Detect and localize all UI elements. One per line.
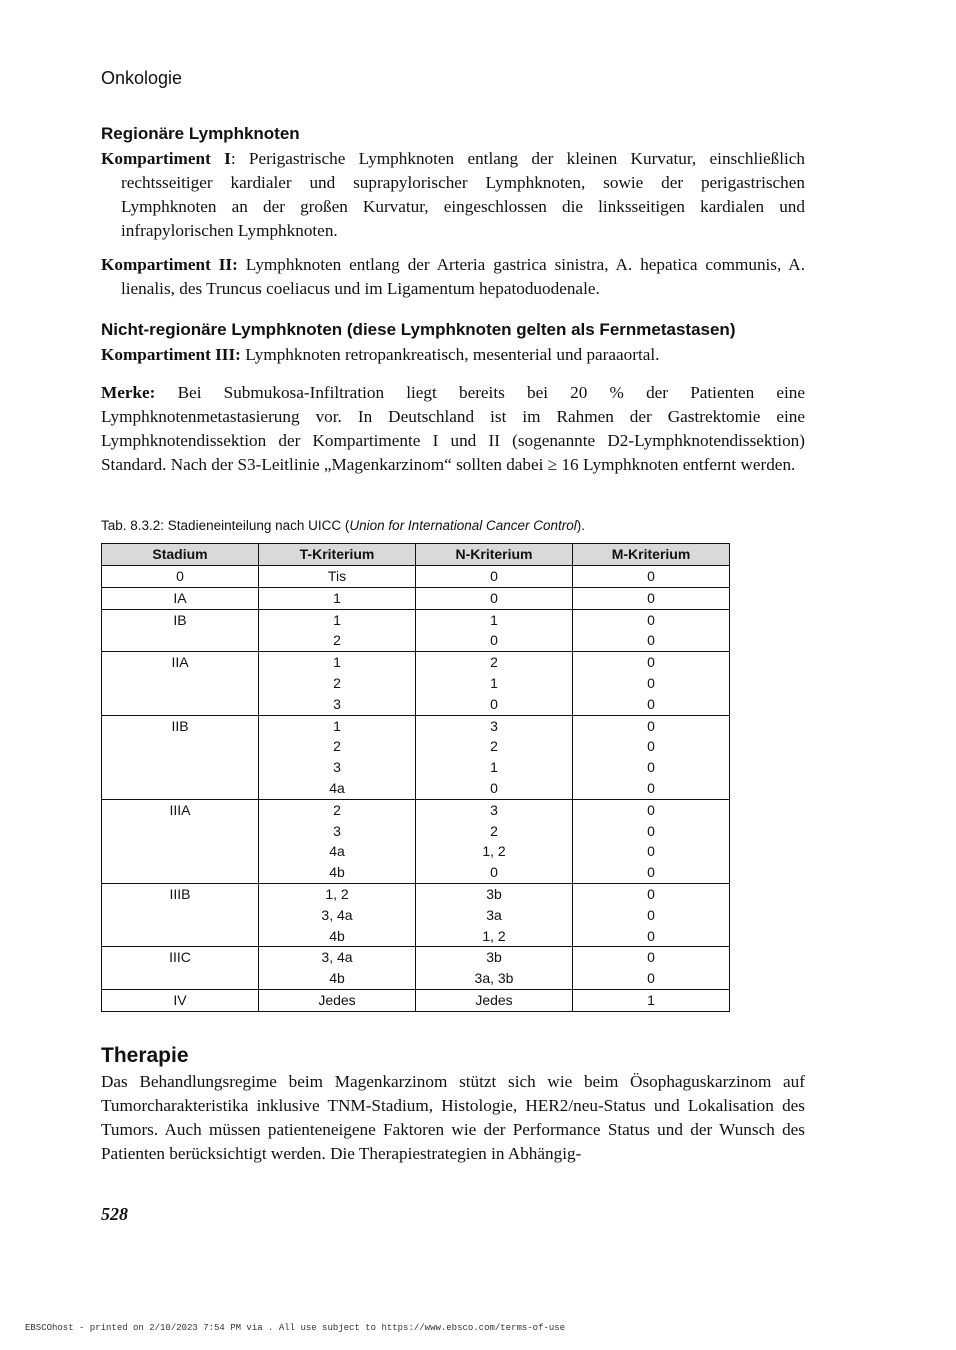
cell-n-kriterium — [416, 715, 573, 799]
cell-m-kriterium — [573, 989, 730, 1011]
cell-m-kriterium — [573, 609, 730, 652]
header-m: M-Kriterium — [573, 544, 730, 566]
criterion-value: Jedes — [475, 991, 513, 1008]
therapie-heading: Therapie — [101, 1044, 189, 1067]
stage-value: IV — [173, 991, 187, 1008]
cell-m-kriterium — [573, 566, 730, 588]
cell-t-kriterium — [259, 989, 416, 1011]
cell-stadium — [102, 883, 259, 946]
criterion-value: 2 — [333, 632, 341, 649]
cell-n-kriterium — [416, 587, 573, 609]
page-number: 528 — [101, 1204, 128, 1224]
criterion-value: 1 — [333, 611, 341, 628]
criterion-value: 2 — [333, 801, 341, 818]
criterion-value: 1 — [490, 611, 498, 628]
cell-stadium — [102, 989, 259, 1011]
criterion-value: 0 — [647, 738, 655, 755]
kompartiment-1-lead: Kompartiment I — [101, 149, 231, 168]
cell-m-kriterium — [573, 652, 730, 715]
kompartiment-2-lead: Kompartiment II: — [101, 255, 238, 274]
cell-m-kriterium — [573, 947, 730, 990]
stage-value: IIB — [171, 717, 189, 734]
caption-prefix: Tab. 8.3.2: Stadieneinteilung nach UICC ( — [101, 518, 350, 533]
kompartiment-3-text: Lymphknoten retropankreatisch, mesenterial und paraaortal. — [240, 345, 660, 364]
cell-stadium — [102, 587, 259, 609]
cell-stadium — [102, 566, 259, 588]
criterion-value: 4b — [329, 970, 345, 987]
cell-t-kriterium — [259, 652, 416, 715]
criterion-value: 0 — [647, 568, 655, 584]
therapie-paragraph: Das Behandlungsregime beim Magenkarzinom stützt sich wie beim Ösophaguskarzinom auf Tumorcharakteristika inklusive TNM-Stadium, Histologie, HER2/neu-Status und Lokalisation des Tumors. Auch müssen patienteneigene Faktoren wie der Performance Status und der Wunsch des Patienten berücksichtigt werden. Die Therapiestrategien in Abhängig- — [101, 1072, 805, 1163]
table-header-row — [102, 544, 730, 566]
kompartiment-1-text: : Perigastrische Lymphknoten entlang der kleinen Kurvatur, einschließlich rechtsseitiger kardialer und suprapylorischer Lymphknoten, sowie der perigastrischen Lymphknoten an der großen Kurvatur, eingeschlossen die linksseitigen kardialen und infrapylorischen Lymphknoten. — [121, 149, 805, 240]
cell-stadium — [102, 799, 259, 883]
stage-value: IIIC — [169, 949, 191, 966]
kompartiment-2-text: Lymphknoten entlang der Arteria gastrica sinistra, A. hepatica communis, A. lienalis, des Truncus coeliacus und im Ligamentum hepatoduodenale. — [121, 255, 805, 298]
cell-t-kriterium — [259, 883, 416, 946]
criterion-value: 3 — [333, 822, 341, 839]
criterion-value: 0 — [647, 759, 655, 776]
cell-n-kriterium — [416, 652, 573, 715]
criterion-value: 3a, 3b — [474, 970, 514, 987]
cell-stadium — [102, 715, 259, 799]
stage-value: IIIB — [169, 885, 191, 902]
header-stadium: Stadium — [102, 544, 259, 566]
kompartiment-3-paragraph — [101, 343, 805, 367]
criterion-value: 3b — [486, 885, 502, 902]
table-wrapper — [101, 543, 730, 1012]
kompartiment-2-paragraph — [101, 253, 805, 301]
caption-suffix: ). — [576, 518, 586, 533]
cell-t-kriterium — [259, 715, 416, 799]
criterion-value: 3 — [490, 801, 498, 818]
stage-value: IIIA — [169, 801, 191, 818]
table-row — [102, 609, 730, 652]
criterion-value: 0 — [647, 589, 655, 606]
criterion-value: 0 — [647, 822, 655, 839]
cell-m-kriterium — [573, 587, 730, 609]
cell-n-kriterium — [416, 609, 573, 652]
kompartiment-1-paragraph — [101, 147, 805, 243]
criterion-value: 0 — [647, 611, 655, 628]
regional-heading: Regionäre Lymphknoten — [101, 124, 300, 143]
criterion-value: 0 — [490, 632, 498, 649]
table-row — [102, 715, 730, 799]
ebsco-footer: EBSCOhost - printed on 2/10/2023 7:54 PM via . All use subject to https://www.ebsco.com/terms-of-use — [25, 1323, 566, 1333]
criterion-value: 4a — [329, 779, 345, 796]
running-head: Onkologie — [101, 68, 183, 88]
criterion-value: 0 — [490, 864, 498, 881]
criterion-value: 4a — [329, 843, 345, 860]
caption-italic: Union for International Cancer Control — [349, 518, 577, 533]
stage-value: IIA — [171, 654, 189, 671]
criterion-value: 0 — [647, 717, 655, 734]
table-row — [102, 652, 730, 715]
cell-t-kriterium — [259, 947, 416, 990]
cell-m-kriterium — [573, 883, 730, 946]
table-caption — [101, 518, 585, 533]
criterion-value: 1, 2 — [482, 843, 506, 860]
stage-value: 0 — [176, 568, 184, 584]
criterion-value: 3 — [333, 695, 341, 712]
criterion-value: 1 — [333, 654, 341, 671]
uicc-stage-table — [101, 543, 730, 1012]
criterion-value: 3 — [490, 717, 498, 734]
criterion-value: 3, 4a — [321, 949, 353, 966]
criterion-value: 0 — [490, 589, 498, 606]
criterion-value: 0 — [490, 779, 498, 796]
cell-n-kriterium — [416, 989, 573, 1011]
criterion-value: 2 — [333, 738, 341, 755]
criterion-value: 0 — [490, 695, 498, 712]
criterion-value: 0 — [647, 949, 655, 966]
criterion-value: 1 — [333, 717, 341, 734]
cell-t-kriterium — [259, 587, 416, 609]
cell-n-kriterium — [416, 799, 573, 883]
criterion-value: 2 — [490, 654, 498, 671]
criterion-value: 1 — [490, 674, 498, 691]
criterion-value: 2 — [490, 822, 498, 839]
therapie-section — [101, 1044, 805, 1166]
criterion-value: 0 — [647, 632, 655, 649]
criterion-value: Jedes — [318, 991, 356, 1008]
criterion-value: 0 — [647, 843, 655, 860]
nonregional-lymph-section — [101, 320, 805, 367]
cell-t-kriterium — [259, 609, 416, 652]
criterion-value: Tis — [327, 568, 347, 584]
criterion-value: 1, 2 — [325, 885, 349, 902]
merke-lead: Merke: — [101, 383, 156, 402]
kompartiment-3-lead: Kompartiment III: — [101, 345, 241, 364]
table-row — [102, 883, 730, 946]
cell-m-kriterium — [573, 715, 730, 799]
criterion-value: 1 — [490, 759, 498, 776]
criterion-value: 0 — [647, 695, 655, 712]
header-t: T-Kriterium — [259, 544, 416, 566]
stage-value: IA — [173, 589, 187, 606]
nonregional-heading: Nicht-regionäre Lymphknoten (diese Lymphknoten gelten als Fernmetastasen) — [101, 320, 736, 339]
cell-n-kriterium — [416, 566, 573, 588]
criterion-value: 0 — [490, 568, 498, 584]
criterion-value: 3 — [333, 759, 341, 776]
criterion-value: 0 — [647, 885, 655, 902]
criterion-value: 1 — [647, 991, 655, 1008]
criterion-value: 2 — [490, 738, 498, 755]
criterion-value: 0 — [647, 674, 655, 691]
criterion-value: 0 — [647, 927, 655, 944]
cell-stadium — [102, 609, 259, 652]
regional-lymph-section — [101, 124, 805, 301]
criterion-value: 4b — [329, 864, 345, 881]
table-row — [102, 587, 730, 609]
criterion-value: 1 — [333, 589, 341, 606]
merke-paragraph — [101, 381, 805, 477]
criterion-value: 0 — [647, 864, 655, 881]
criterion-value: 0 — [647, 779, 655, 796]
cell-m-kriterium — [573, 799, 730, 883]
criterion-value: 1, 2 — [482, 927, 506, 944]
criterion-value: 0 — [647, 970, 655, 987]
criterion-value: 0 — [647, 906, 655, 923]
criterion-value: 3, 4a — [321, 906, 353, 923]
table-row — [102, 799, 730, 883]
cell-t-kriterium — [259, 566, 416, 588]
criterion-value: 2 — [333, 674, 341, 691]
table-row — [102, 566, 730, 588]
merke-text: Bei Submukosa-Infiltration liegt bereits bei 20 % der Patienten eine Lymphknotenmetastasierung vor. In Deutschland ist im Rahmen der Gastrektomie eine Lymphknotendissektion der Kompartimente I und II (sogenannte D2-Lymphknotendissektion) Standard. Nach der S3-Leitlinie „Magenkarzinom“ sollten dabei ≥ 16 Lymphknoten entfernt werden. — [101, 383, 805, 474]
table-row — [102, 989, 730, 1011]
stage-value: IB — [173, 611, 187, 628]
cell-stadium — [102, 652, 259, 715]
criterion-value: 0 — [647, 654, 655, 671]
criterion-value: 0 — [647, 801, 655, 818]
cell-t-kriterium — [259, 799, 416, 883]
cell-n-kriterium — [416, 947, 573, 990]
cell-n-kriterium — [416, 883, 573, 946]
cell-stadium — [102, 947, 259, 990]
criterion-value: 4b — [329, 927, 345, 944]
header-n: N-Kriterium — [416, 544, 573, 566]
table-row — [102, 947, 730, 990]
criterion-value: 3a — [486, 906, 502, 923]
criterion-value: 3b — [486, 949, 502, 966]
